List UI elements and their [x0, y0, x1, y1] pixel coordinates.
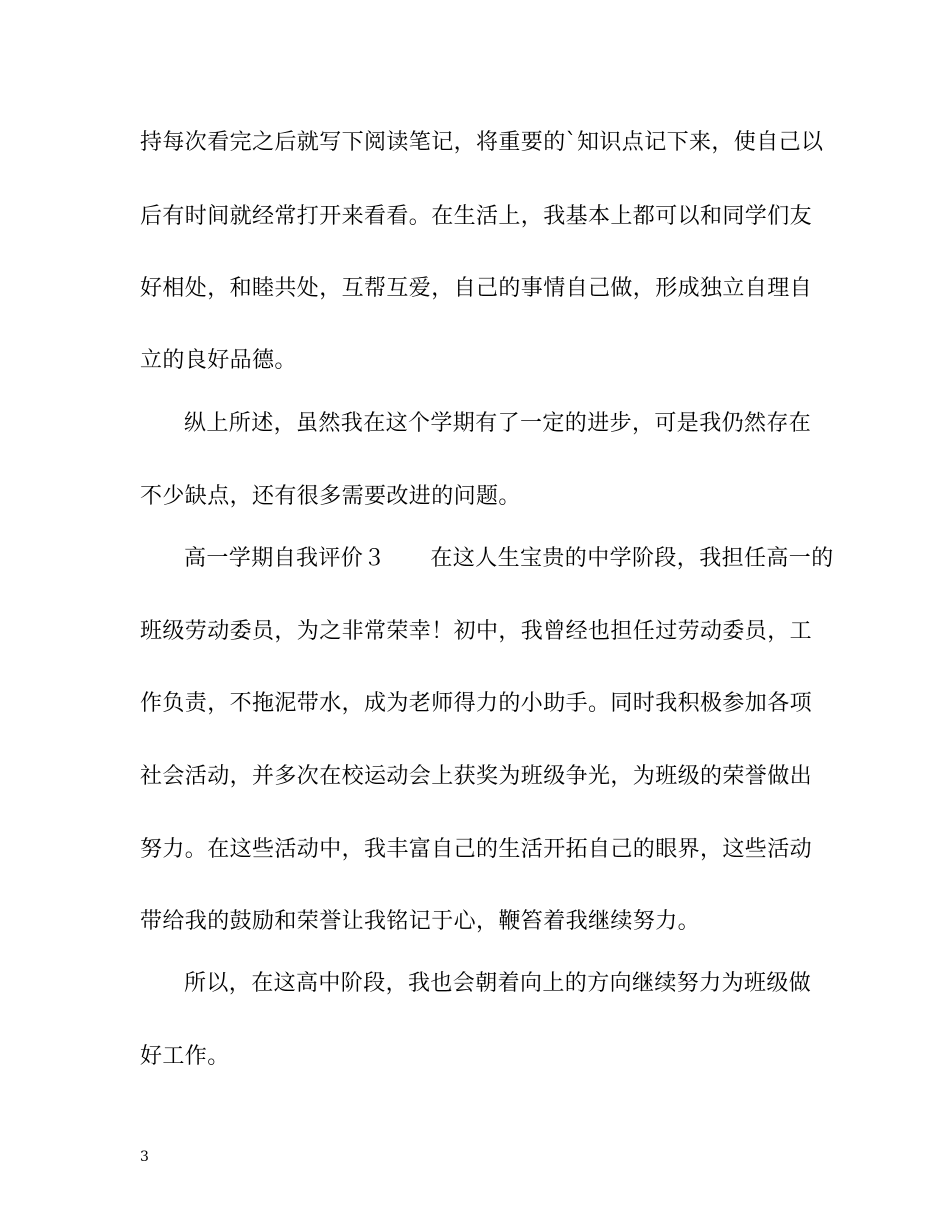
- text-line: 好工作。: [140, 1044, 230, 1069]
- text-line: 作负责，不拖泥带水，成为老师得力的小助手。同时我积极参加各项: [140, 691, 813, 716]
- text-line: 班级劳动委员，为之非常荣幸！初中，我曾经也担任过劳动委员，工: [140, 619, 813, 644]
- text-line: 带给我的鼓励和荣誉让我铭记于心，鞭笞着我继续努力。: [140, 909, 701, 934]
- text-line: 立的良好品德。: [140, 348, 297, 373]
- paragraph-first-line: 所以，在这高中阶段，我也会朝着向上的方向继续努力为班级做: [184, 971, 812, 996]
- text-line: 社会活动，并多次在校运动会上获奖为班级争光，为班级的荣誉做出: [140, 764, 813, 789]
- paragraph-first-line: 纵上所述，虽然我在这个学期有了一定的进步，可是我仍然存在: [184, 411, 812, 436]
- page-number: 3: [140, 1149, 149, 1165]
- text-line: 好相处，和睦共处，互帮互爱，自己的事情自己做，形成独立自理自: [140, 276, 813, 301]
- text-line: 后有时间就经常打开来看看。在生活上，我基本上都可以和同学们友: [140, 204, 813, 229]
- text-line: 努力。在这些活动中，我丰富自己的生活开拓自己的眼界，这些活动: [140, 837, 813, 862]
- paragraph-first-line: 高一学期自我评价３ 在这人生宝贵的中学阶段，我担任高一的: [184, 546, 834, 571]
- text-line: 不少缺点，还有很多需要改进的问题。: [140, 484, 521, 509]
- text-line: 持每次看完之后就写下阅读笔记，将重要的`知识点记下来，使自己以: [140, 130, 824, 155]
